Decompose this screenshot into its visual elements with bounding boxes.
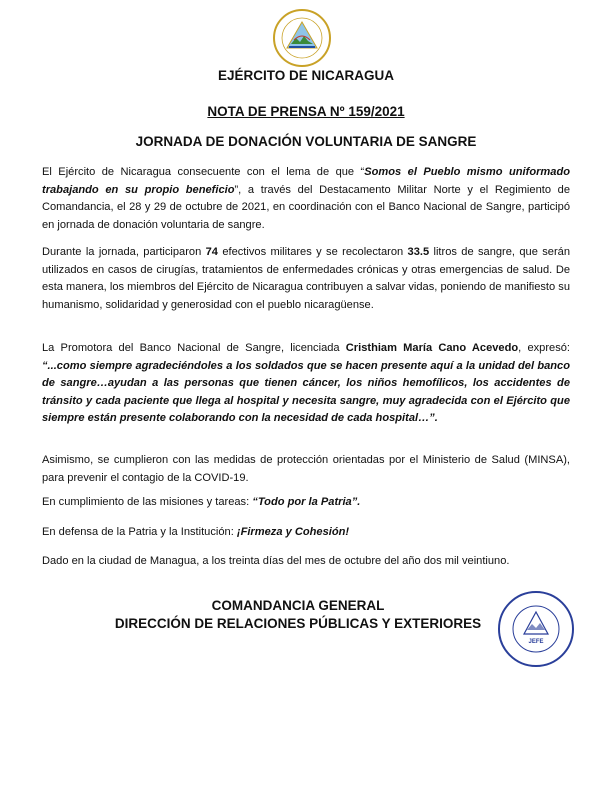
paragraph-mission: En cumplimiento de las misiones y tareas: “Todo por la Patria”.	[42, 496, 361, 508]
paragraph-results: Durante la jornada, participaron 74 efectivos militares y se recolectaron 33.5 litros de sangre, que serán utilizados en casos de cirugías, tratamientos de enfermedades crónicas y otras emergencias de salud. De esta manera, los miembros del Ejército de Nicaragua contribuyen a salvar vidas, poniendo de manifiesto su humanismo, solidaridad y generosidad con el pueblo nicaragüense.	[42, 246, 570, 311]
promoter-name: Cristhiam María Cano Acevedo	[345, 342, 519, 354]
signature-line-1: COMANDANCIA GENERAL	[211, 598, 385, 613]
paragraph-date: Dado en la ciudad de Managua, a los treinta días del mes de octubre del año dos mil veintiuno.	[42, 555, 510, 567]
press-title: JORNADA DE DONACIÓN VOLUNTARIA DE SANGRE	[135, 134, 477, 149]
svg-text:JEFE: JEFE	[528, 639, 544, 645]
press-note-number: NOTA DE PRENSA Nº 159/2021	[207, 104, 405, 119]
motto-quote: Somos el Pueblo mismo uniformado trabajando en su propio beneficio	[42, 166, 570, 196]
defense-quote: ¡Firmeza y Cohesión!	[236, 526, 350, 538]
official-stamp	[492, 590, 580, 668]
paragraph-measures: Asimismo, se cumplieron con las medidas de protección orientadas por el Ministerio de Salud (MINSA), para prevenir el contagio de la COVID-19.	[42, 454, 570, 484]
paragraph-defense: En defensa de la Patria y la Institución: ¡Firmeza y Cohesión!	[42, 526, 350, 538]
testimony-quote: “...como siempre agradeciéndoles a los soldados que se hacen presente aquí a la unidad del banco de sangre…ayudan a las personas que tienen cáncer, los niños hemofílicos, los accidentes de tránsito y cada paciente que llega al hospital y necesita sangre, muy agradecida con el Ejército que siempre están presente colaborando con la necesidad de cada hospital…”.	[42, 359, 570, 424]
mission-quote: “Todo por la Patria”.	[252, 496, 361, 508]
liters-count: 33.5	[407, 246, 430, 258]
coat-of-arms-seal	[267, 8, 337, 68]
paragraph-intro: El Ejército de Nicaragua consecuente con el lema de que “Somos el Pueblo mismo uniformado trabajando en su propio beneficio”, a través del Destacamento Militar Norte y el Regimiento de Comandancia, el 28 y 29 de octubre de 2021, en coordinación con el Banco Nacional de Sangre, participó en jornada de donación voluntaria de sangre.	[42, 166, 570, 231]
participants-count: 74	[205, 246, 218, 258]
organization-heading: EJÉRCITO DE NICARAGUA	[217, 68, 395, 83]
paragraph-testimony: La Promotora del Banco Nacional de Sangre, licenciada Cristhiam María Cano Acevedo, expresó: “...como siempre agradeciéndoles a los soldados que se hacen presente aquí a la unidad del banco de sangre…ayudan a las personas que tienen cáncer, los niños hemofílicos, los accidentes de tránsito y cada paciente que llega al hospital y necesita sangre, muy agradecida con el Ejército que siempre están presente colaborando con la necesidad de cada hospital…”.	[42, 342, 571, 424]
signature-line-2: DIRECCIÓN DE RELACIONES PÚBLICAS Y EXTERIORES	[114, 616, 482, 631]
